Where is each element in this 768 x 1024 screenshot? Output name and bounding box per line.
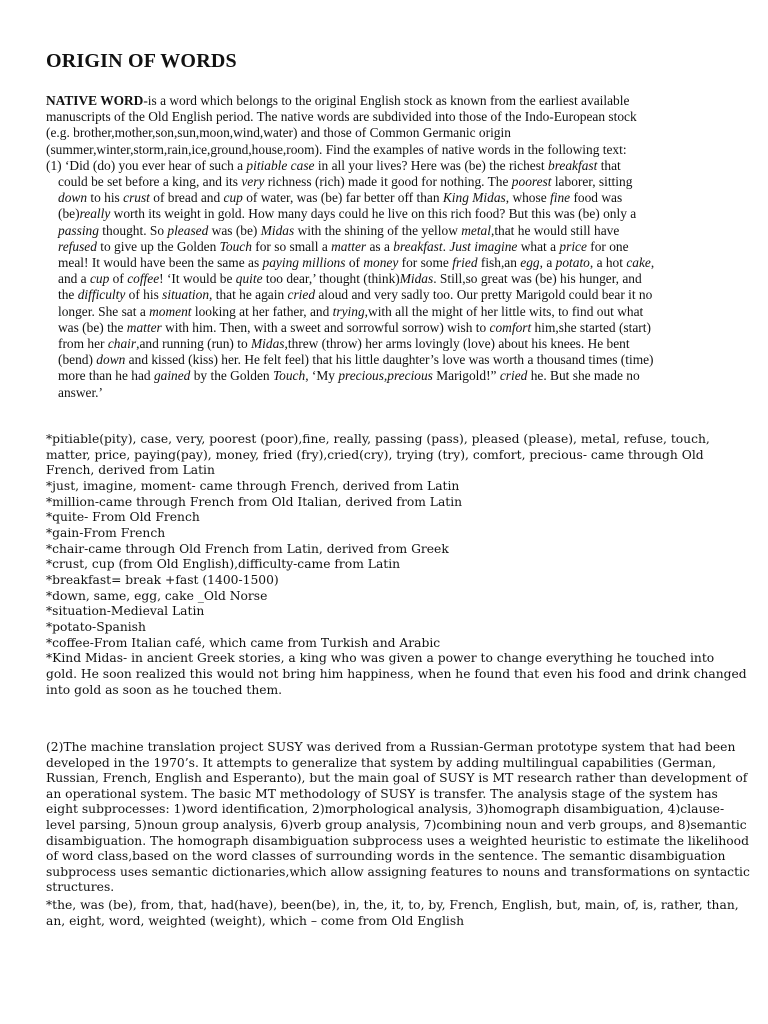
highlighted-word: trying <box>332 303 365 319</box>
highlighted-word: very <box>241 174 265 190</box>
highlighted-word: money <box>363 255 399 271</box>
term-label: NATIVE WORD <box>46 93 144 108</box>
etymology-line: *coffee-From Italian café, which came from Turkish and Arabic <box>46 635 441 650</box>
story-text-segment: , a hot <box>589 255 627 271</box>
highlighted-word: coffee <box>127 271 160 287</box>
susy-line: level parsing, 5)noun group analysis, 6)verb group analysis, 7)combining noun and verb groups, and 8)semantic <box>46 817 747 832</box>
story-text-segment: meal! It would have been the same as <box>58 255 263 271</box>
story-text-segment: was (be) the <box>58 319 127 335</box>
story-text-segment: in all your lives? Here was (be) the richest <box>314 157 548 173</box>
story-text-segment: of his <box>125 287 163 303</box>
highlighted-word: cake <box>626 255 651 271</box>
highlighted-word: crust <box>123 190 150 206</box>
story-line <box>46 304 724 320</box>
etymology-line: *situation-Medieval Latin <box>46 604 205 619</box>
story-text-segment: (bend) <box>58 352 97 368</box>
page-title: ORIGIN OF WORDS <box>46 50 237 72</box>
story-text-segment: and a <box>58 271 90 287</box>
etymology-line: *crust, cup (from Old English),difficulty-came from Latin <box>46 557 401 572</box>
highlighted-word: precious,precious <box>338 368 433 384</box>
story-text-segment: of <box>345 255 364 271</box>
susy-line: Russian, French, English and Esperanto), but the main goal of SUSY is MT research rather than development of <box>46 771 748 786</box>
susy-line: eight subprocesses: 1)word identification, 2)morphological analysis, 3)homograph disambiguation, 4)clause- <box>46 802 725 817</box>
definition-line: manuscripts of the Old English period. The native words are subdivided into those of the Indo-European stock <box>46 109 637 125</box>
final-note-line: *the, was (be), from, that, had(have), been(be), in, the, it, to, by, French, English, but, main, of, is, rather, than, <box>46 897 739 912</box>
story-text-segment: of bread and <box>149 190 224 206</box>
etymology-line: matter, price, paying(pay), money, fried (fry),cried(cry), trying (try), comfort, precious- came through Old <box>46 447 704 462</box>
story-text-segment: he. But she made no <box>527 368 640 384</box>
etymology-line: *pitiable(pity), case, very, poorest (poor),fine, really, passing (pass), pleased (please), metal, refuse, touch, <box>46 432 710 446</box>
story-text-segment: and kissed (kiss) her. He felt feel) that his little daughter’s love was worth a thousand times (time) <box>125 352 654 368</box>
highlighted-word: King Midas <box>442 190 506 206</box>
story-line <box>46 320 724 336</box>
story-text-segment: ,and running (run) to <box>136 336 252 352</box>
highlighted-word: matter <box>331 238 367 254</box>
story-text-segment: him,she started (start) <box>531 319 651 335</box>
story-text-segment: as a <box>366 238 394 254</box>
story-text-segment: (1) ‘Did (do) you ever hear of such a <box>46 157 247 173</box>
highlighted-word: down <box>96 352 126 368</box>
story-text <box>46 158 724 401</box>
highlighted-word: cried <box>287 287 316 303</box>
highlighted-word: difficulty <box>77 287 126 303</box>
story-text-segment: worth its weight in gold. How many days could he live on this rich food? But this was (be) only a <box>110 206 637 222</box>
highlighted-word: fried <box>452 255 478 271</box>
highlighted-word: quite <box>235 271 263 287</box>
susy-line: subprocess uses semantic dictionaries,which allow assigning features to nouns and transformations on syntactic <box>46 864 750 879</box>
story-text-segment: answer.’ <box>58 384 103 400</box>
susy-line: (2)The machine translation project SUSY was derived from a Russian-German prototype system that had been <box>46 740 736 754</box>
highlighted-word: Midas <box>399 271 434 287</box>
midas-note-line: into gold as soon as he touched them. <box>46 682 283 697</box>
story-text-segment: with the shining of the yellow <box>294 222 462 238</box>
story-text-segment: , a <box>539 255 556 271</box>
story-line <box>46 336 724 352</box>
story-text-segment: that <box>597 157 621 173</box>
story-text-segment: laborer, sitting <box>551 174 633 190</box>
highlighted-word: cup <box>223 190 243 206</box>
etymology-line: *gain-From French <box>46 525 166 540</box>
etymology-line: *chair-came through Old French from Latin, derived from Greek <box>46 541 449 556</box>
story-text-segment: aloud and very sadly too. Our pretty Marigold could bear it no <box>315 287 653 303</box>
story-text-segment: longer. She sat a <box>58 303 150 319</box>
story-line <box>46 223 724 239</box>
story-line <box>46 174 724 190</box>
story-text-segment: from her <box>58 336 108 352</box>
story-text-segment: richness (rich) made it good for nothing. The <box>264 174 512 190</box>
story-text-segment: looking at her father, and <box>191 303 333 319</box>
highlighted-word: matter <box>126 319 162 335</box>
highlighted-word: cried <box>499 368 528 384</box>
etymology-notes <box>46 432 747 698</box>
highlighted-word: situation <box>162 287 210 303</box>
story-text-segment: . Still,so great was (be) his hunger, and <box>433 271 642 287</box>
story-text-segment: , <box>650 255 655 271</box>
definition-line: (summer,winter,storm,rain,ice,ground,house,room). Find the examples of native words in the following text: <box>46 141 627 157</box>
story-line <box>46 352 724 368</box>
story-text-segment: fish,an <box>477 255 521 271</box>
story-text-segment: . <box>442 238 450 254</box>
highlighted-word: passing <box>58 222 99 238</box>
susy-line: of word class,based on the word classes of surrounding words in the sentence. The semantic disambiguation <box>46 849 726 864</box>
story-text-segment: ,with all the might of her little wits, to find out what <box>364 303 644 319</box>
midas-note-line: gold. He soon realized this would not bring him happiness, when he found that even his food and drink changed <box>46 666 747 681</box>
susy-line: structures. <box>46 880 115 895</box>
story-text-segment: too dear,’ thought (think) <box>262 271 400 287</box>
susy-line: disambiguation. The homograph disambiguation subprocess uses a weighted heuristic to estimate the likelihood <box>46 833 749 848</box>
story-text-segment: was (be) <box>208 222 261 238</box>
highlighted-word: pitiable case <box>246 157 315 173</box>
etymology-line: *breakfast= break +fast (1400-1500) <box>46 572 279 587</box>
highlighted-word: comfort <box>489 319 532 335</box>
etymology-line: *down, same, egg, cake _Old Norse <box>46 588 268 603</box>
highlighted-word: really <box>79 206 111 222</box>
story-text-segment: Marigold!” <box>432 368 500 384</box>
highlighted-word: egg <box>520 255 540 271</box>
story-line <box>46 190 724 206</box>
highlighted-word: down <box>58 190 88 206</box>
story-text-segment: for some <box>398 255 453 271</box>
story-line <box>46 271 724 287</box>
story-line <box>46 385 724 401</box>
story-text-segment: ,that he would still have <box>490 222 620 238</box>
story-line <box>46 255 724 271</box>
highlighted-word: pleased <box>167 222 209 238</box>
story-line <box>46 158 724 174</box>
highlighted-word: chair <box>107 336 137 352</box>
highlighted-word: fine <box>550 190 571 206</box>
story-text-segment: ! ‘It would be <box>159 271 236 287</box>
story-line <box>46 239 724 255</box>
story-text-segment: of water, was (be) far better off than <box>242 190 443 206</box>
story-text-segment: thought. So <box>98 222 168 238</box>
highlighted-word: price <box>559 238 587 254</box>
etymology-line: *quite- From Old French <box>46 510 200 525</box>
story-text-segment: with him. Then, with a sweet and sorrowful sorrow) wish to <box>161 319 490 335</box>
susy-line: an operational system. The basic MT methodology of SUSY is transfer. The analysis stage of the system has <box>46 786 718 801</box>
highlighted-word: paying millions <box>262 255 346 271</box>
story-line <box>46 206 724 222</box>
story-text-segment: food was <box>570 190 623 206</box>
highlighted-word: Midas <box>251 336 285 352</box>
highlighted-word: poorest <box>511 174 552 190</box>
highlighted-word: Midas <box>260 222 295 238</box>
story-text-segment: , whose <box>505 190 551 206</box>
story-text-segment: (be) <box>58 206 80 222</box>
native-word-section <box>46 93 724 401</box>
story-text-segment: of <box>109 271 128 287</box>
etymology-line: *million-came through French from Old Italian, derived from Latin <box>46 494 463 509</box>
highlighted-word: cup <box>89 271 110 287</box>
highlighted-word: metal <box>461 222 491 238</box>
story-text-segment: the <box>58 287 78 303</box>
story-text-segment: more than he had <box>58 368 154 384</box>
story-text-segment: for so small a <box>251 238 332 254</box>
story-text-segment: could be set before a king, and its <box>58 174 242 190</box>
etymology-line: *potato-Spanish <box>46 619 146 634</box>
definition-line: NATIVE WORD-is a word which belongs to the original English stock as known from the earliest available <box>46 93 630 108</box>
highlighted-word: Touch <box>219 238 252 254</box>
midas-note-line: *Kind Midas- in ancient Greek stories, a king who was given a power to change everything he touched into <box>46 651 715 666</box>
highlighted-word: breakfast <box>393 238 443 254</box>
susy-section <box>46 740 750 931</box>
highlighted-word: potato <box>555 255 590 271</box>
definition-line: (e.g. brother,mother,son,sun,moon,wind,water) and those of Common Germanic origin <box>46 125 511 141</box>
etymology-line: French, derived from Latin <box>46 463 215 478</box>
final-note-line: an, eight, word, weighted (weight), which – come from Old English <box>46 913 465 928</box>
highlighted-word: Just imagine <box>449 238 518 254</box>
etymology-line: *just, imagine, moment- came through French, derived from Latin <box>46 478 460 493</box>
highlighted-word: refused <box>58 238 97 254</box>
story-text-segment: , ‘My <box>305 368 339 384</box>
story-text-segment: for one <box>586 238 629 254</box>
susy-line: developed in the 1970’s. It attempts to generalize that system by adding multilingual capabilities (German, <box>46 755 717 770</box>
story-text-segment: , that he again <box>209 287 288 303</box>
highlighted-word: breakfast <box>548 157 598 173</box>
story-text-segment: to his <box>87 190 124 206</box>
highlighted-word: Touch <box>272 368 306 384</box>
highlighted-word: moment <box>149 303 192 319</box>
story-line <box>46 368 724 384</box>
story-text-segment: by the Golden <box>190 368 273 384</box>
story-text-segment: what a <box>517 238 560 254</box>
highlighted-word: gained <box>153 368 191 384</box>
story-line <box>46 287 724 303</box>
story-text-segment: ,threw (throw) her arms lovingly (love) about his knees. He bent <box>284 336 630 352</box>
story-text-segment: to give up the Golden <box>96 238 220 254</box>
